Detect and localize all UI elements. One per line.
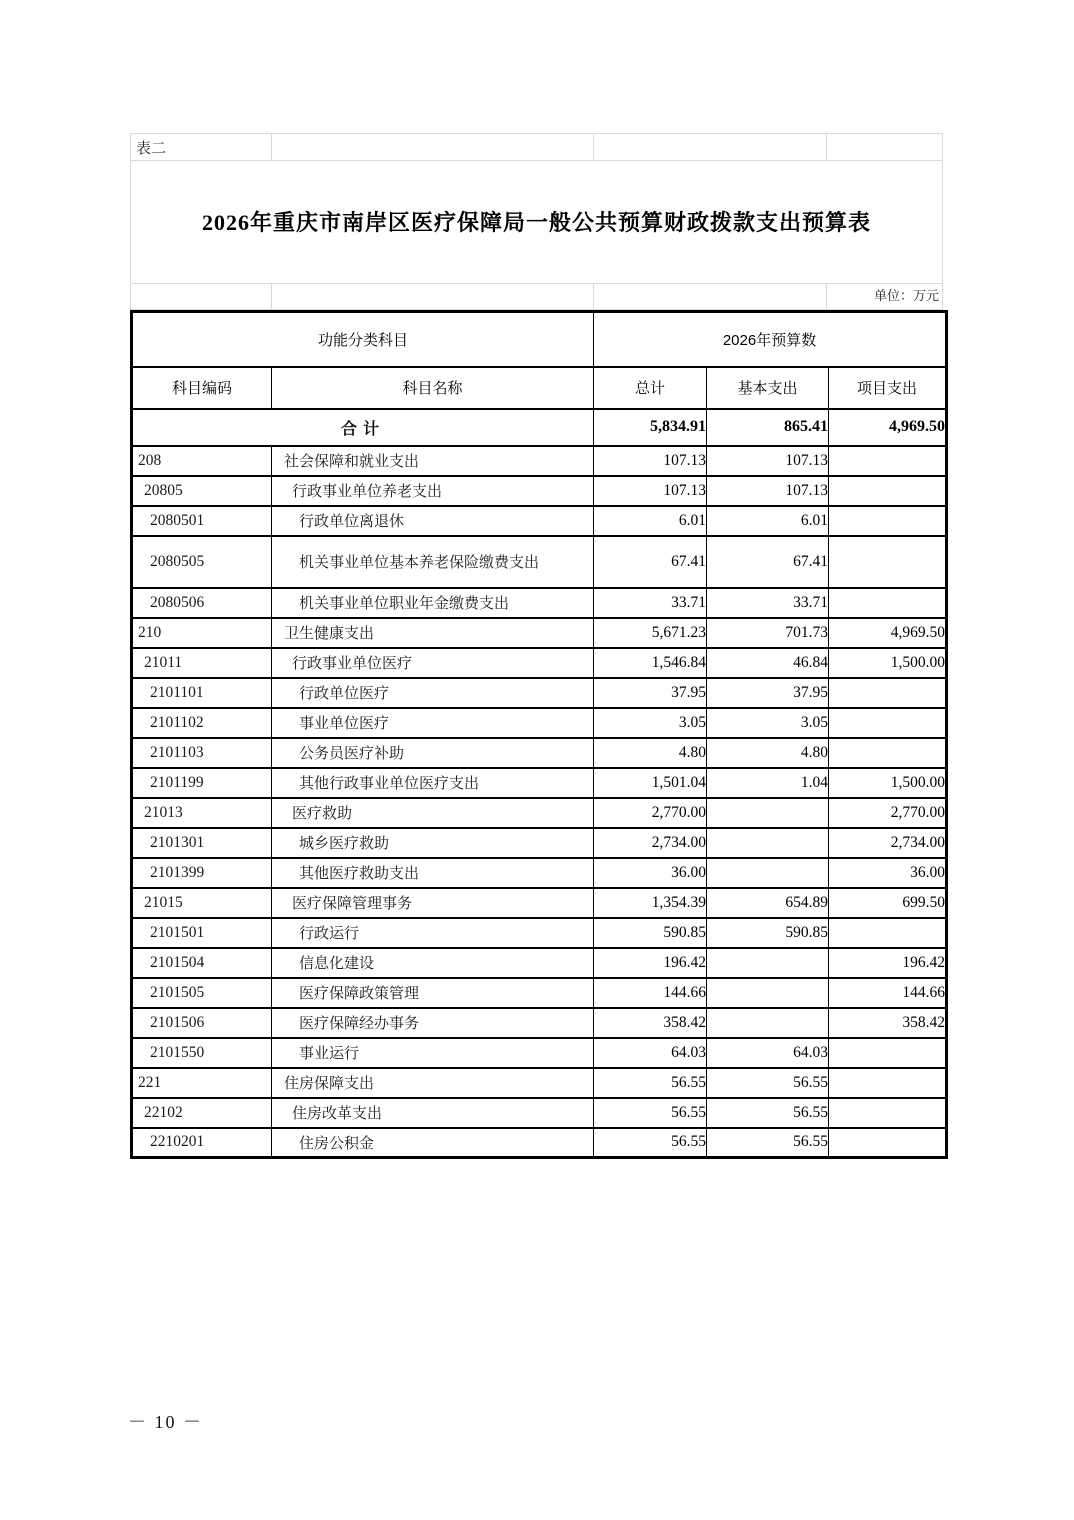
subject-name-cell: 事业单位医疗 (272, 708, 594, 738)
grand-total-total: 5,834.91 (594, 409, 707, 446)
project-expense-cell (829, 708, 947, 738)
total-cell: 37.95 (594, 678, 707, 708)
project-expense-cell (829, 1098, 947, 1128)
table-row (132, 1068, 947, 1098)
project-expense-cell: 36.00 (829, 858, 947, 888)
subject-code-cell: 21011 (132, 648, 272, 678)
basic-expense-cell: 46.84 (707, 648, 829, 678)
basic-expense-cell: 4.80 (707, 738, 829, 768)
subject-name-cell: 医疗救助 (272, 798, 594, 828)
basic-expense-cell (707, 858, 829, 888)
total-cell: 33.71 (594, 588, 707, 618)
subject-code-cell: 2101506 (132, 1008, 272, 1038)
subject-name-cell: 医疗保障经办事务 (272, 1008, 594, 1038)
total-cell: 590.85 (594, 918, 707, 948)
total-cell: 107.13 (594, 446, 707, 476)
subject-name-cell: 住房公积金 (272, 1128, 594, 1158)
project-expense-cell (829, 588, 947, 618)
project-expense-cell: 1,500.00 (829, 648, 947, 678)
subject-code-cell: 2101101 (132, 678, 272, 708)
subject-code-cell: 2101504 (132, 948, 272, 978)
subject-code-cell: 2080505 (132, 536, 272, 588)
basic-expense-cell: 56.55 (707, 1068, 829, 1098)
total-cell: 56.55 (594, 1128, 707, 1158)
table-row (132, 948, 947, 978)
subject-name-cell: 行政单位医疗 (272, 678, 594, 708)
basic-expense-cell: 6.01 (707, 506, 829, 536)
grand-total-project: 4,969.50 (829, 409, 947, 446)
table-body (132, 409, 947, 1158)
header-subject-name: 科目名称 (272, 367, 594, 409)
budget-table (130, 310, 948, 1159)
table-row (132, 678, 947, 708)
table-row (132, 536, 947, 588)
header-project-expense: 项目支出 (829, 367, 947, 409)
basic-expense-cell: 107.13 (707, 476, 829, 506)
subject-name-cell: 行政事业单位养老支出 (272, 476, 594, 506)
subject-code-cell: 2101505 (132, 978, 272, 1008)
basic-expense-cell: 107.13 (707, 446, 829, 476)
subject-name-cell: 机关事业单位职业年金缴费支出 (272, 588, 594, 618)
total-cell: 4.80 (594, 738, 707, 768)
basic-expense-cell: 3.05 (707, 708, 829, 738)
subject-code-cell: 2101102 (132, 708, 272, 738)
subject-code-cell: 221 (132, 1068, 272, 1098)
subject-code-cell: 2101199 (132, 768, 272, 798)
subject-code-cell: 210 (132, 618, 272, 648)
header-basic-expense: 基本支出 (707, 367, 829, 409)
project-expense-cell: 2,770.00 (829, 798, 947, 828)
subject-code-cell: 2101550 (132, 1038, 272, 1068)
total-cell: 144.66 (594, 978, 707, 1008)
grid-line (593, 134, 594, 160)
subject-code-cell: 2210201 (132, 1128, 272, 1158)
project-expense-cell (829, 738, 947, 768)
subject-code-cell: 22102 (132, 1098, 272, 1128)
subject-code-cell: 21013 (132, 798, 272, 828)
project-expense-cell (829, 1068, 947, 1098)
table-row (132, 798, 947, 828)
header-function-group: 功能分类科目 (132, 312, 594, 367)
subject-name-cell: 医疗保障管理事务 (272, 888, 594, 918)
basic-expense-cell: 701.73 (707, 618, 829, 648)
basic-expense-cell: 67.41 (707, 536, 829, 588)
subject-code-cell: 2101103 (132, 738, 272, 768)
total-cell: 56.55 (594, 1068, 707, 1098)
table-row (132, 1128, 947, 1158)
basic-expense-cell (707, 828, 829, 858)
subject-code-cell: 2080501 (132, 506, 272, 536)
basic-expense-cell: 33.71 (707, 588, 829, 618)
subject-code-cell: 2101501 (132, 918, 272, 948)
subject-name-cell: 信息化建设 (272, 948, 594, 978)
table-row (132, 446, 947, 476)
table-row (132, 858, 947, 888)
page-number: － 10 － (128, 1412, 203, 1432)
total-cell: 6.01 (594, 506, 707, 536)
total-cell: 67.41 (594, 536, 707, 588)
table-row (132, 506, 947, 536)
project-expense-cell: 196.42 (829, 948, 947, 978)
grand-total-label: 合计 (132, 409, 594, 446)
table-row (132, 476, 947, 506)
basic-expense-cell (707, 978, 829, 1008)
project-expense-cell: 2,734.00 (829, 828, 947, 858)
basic-expense-cell: 654.89 (707, 888, 829, 918)
subject-name-cell: 公务员医疗补助 (272, 738, 594, 768)
table-row (132, 888, 947, 918)
project-expense-cell (829, 1128, 947, 1158)
subject-name-cell: 其他行政事业单位医疗支出 (272, 768, 594, 798)
total-cell: 64.03 (594, 1038, 707, 1068)
subject-name-cell: 住房保障支出 (272, 1068, 594, 1098)
table-row (132, 1098, 947, 1128)
table-row (132, 918, 947, 948)
table-row (132, 648, 947, 678)
basic-expense-cell: 37.95 (707, 678, 829, 708)
subject-name-cell: 其他医疗救助支出 (272, 858, 594, 888)
subject-code-cell: 208 (132, 446, 272, 476)
subject-name-cell: 社会保障和就业支出 (272, 446, 594, 476)
basic-expense-cell: 56.55 (707, 1128, 829, 1158)
project-expense-cell (829, 918, 947, 948)
subject-code-cell: 2101399 (132, 858, 272, 888)
table-row (132, 708, 947, 738)
total-cell: 2,734.00 (594, 828, 707, 858)
table-row (132, 828, 947, 858)
header-total: 总计 (594, 367, 707, 409)
total-cell: 2,770.00 (594, 798, 707, 828)
basic-expense-cell: 64.03 (707, 1038, 829, 1068)
project-expense-cell (829, 446, 947, 476)
grid-line (271, 134, 272, 160)
header-column-row (132, 367, 947, 409)
table-row (132, 768, 947, 798)
subject-code-cell: 2101301 (132, 828, 272, 858)
subject-code-cell: 21015 (132, 888, 272, 918)
total-cell: 107.13 (594, 476, 707, 506)
subject-name-cell: 医疗保障政策管理 (272, 978, 594, 1008)
subject-name-cell: 行政运行 (272, 918, 594, 948)
subject-name-cell: 住房改革支出 (272, 1098, 594, 1128)
subject-name-cell: 行政事业单位医疗 (272, 648, 594, 678)
project-expense-cell: 144.66 (829, 978, 947, 1008)
project-expense-cell (829, 678, 947, 708)
subject-name-cell: 行政单位离退休 (272, 506, 594, 536)
project-expense-cell: 358.42 (829, 1008, 947, 1038)
table-row (132, 1038, 947, 1068)
project-expense-cell: 1,500.00 (829, 768, 947, 798)
header-subject-code: 科目编码 (132, 367, 272, 409)
total-cell: 1,501.04 (594, 768, 707, 798)
basic-expense-cell (707, 1008, 829, 1038)
grand-total-row (132, 409, 947, 446)
subject-name-cell: 事业运行 (272, 1038, 594, 1068)
header-budget-group: 2026年预算数 (594, 312, 947, 367)
subject-name-cell: 卫生健康支出 (272, 618, 594, 648)
total-cell: 5,671.23 (594, 618, 707, 648)
unit-note: 单位：万元 (873, 288, 939, 303)
table-label: 表二 (136, 141, 167, 157)
project-expense-cell (829, 1038, 947, 1068)
subject-code-cell: 20805 (132, 476, 272, 506)
basic-expense-cell: 1.04 (707, 768, 829, 798)
total-cell: 1,354.39 (594, 888, 707, 918)
subject-code-cell: 2080506 (132, 588, 272, 618)
project-expense-cell: 4,969.50 (829, 618, 947, 648)
subject-name-cell: 机关事业单位基本养老保险缴费支出 (272, 536, 594, 588)
project-expense-cell (829, 536, 947, 588)
table-row (132, 738, 947, 768)
project-expense-cell (829, 476, 947, 506)
basic-expense-cell: 56.55 (707, 1098, 829, 1128)
total-cell: 1,546.84 (594, 648, 707, 678)
total-cell: 36.00 (594, 858, 707, 888)
table-row (132, 618, 947, 648)
basic-expense-cell (707, 798, 829, 828)
total-cell: 196.42 (594, 948, 707, 978)
subject-name-cell: 城乡医疗救助 (272, 828, 594, 858)
project-expense-cell (829, 506, 947, 536)
basic-expense-cell (707, 948, 829, 978)
grid-line (826, 134, 827, 160)
header-group-row (132, 312, 947, 367)
grand-total-basic: 865.41 (707, 409, 829, 446)
total-cell: 56.55 (594, 1098, 707, 1128)
table-row (132, 588, 947, 618)
page-title: 2026年重庆市南岸区医疗保障局一般公共预算财政拨款支出预算表 (201, 210, 871, 235)
table-row (132, 1008, 947, 1038)
table-row (132, 978, 947, 1008)
project-expense-cell: 699.50 (829, 888, 947, 918)
total-cell: 358.42 (594, 1008, 707, 1038)
total-cell: 3.05 (594, 708, 707, 738)
basic-expense-cell: 590.85 (707, 918, 829, 948)
